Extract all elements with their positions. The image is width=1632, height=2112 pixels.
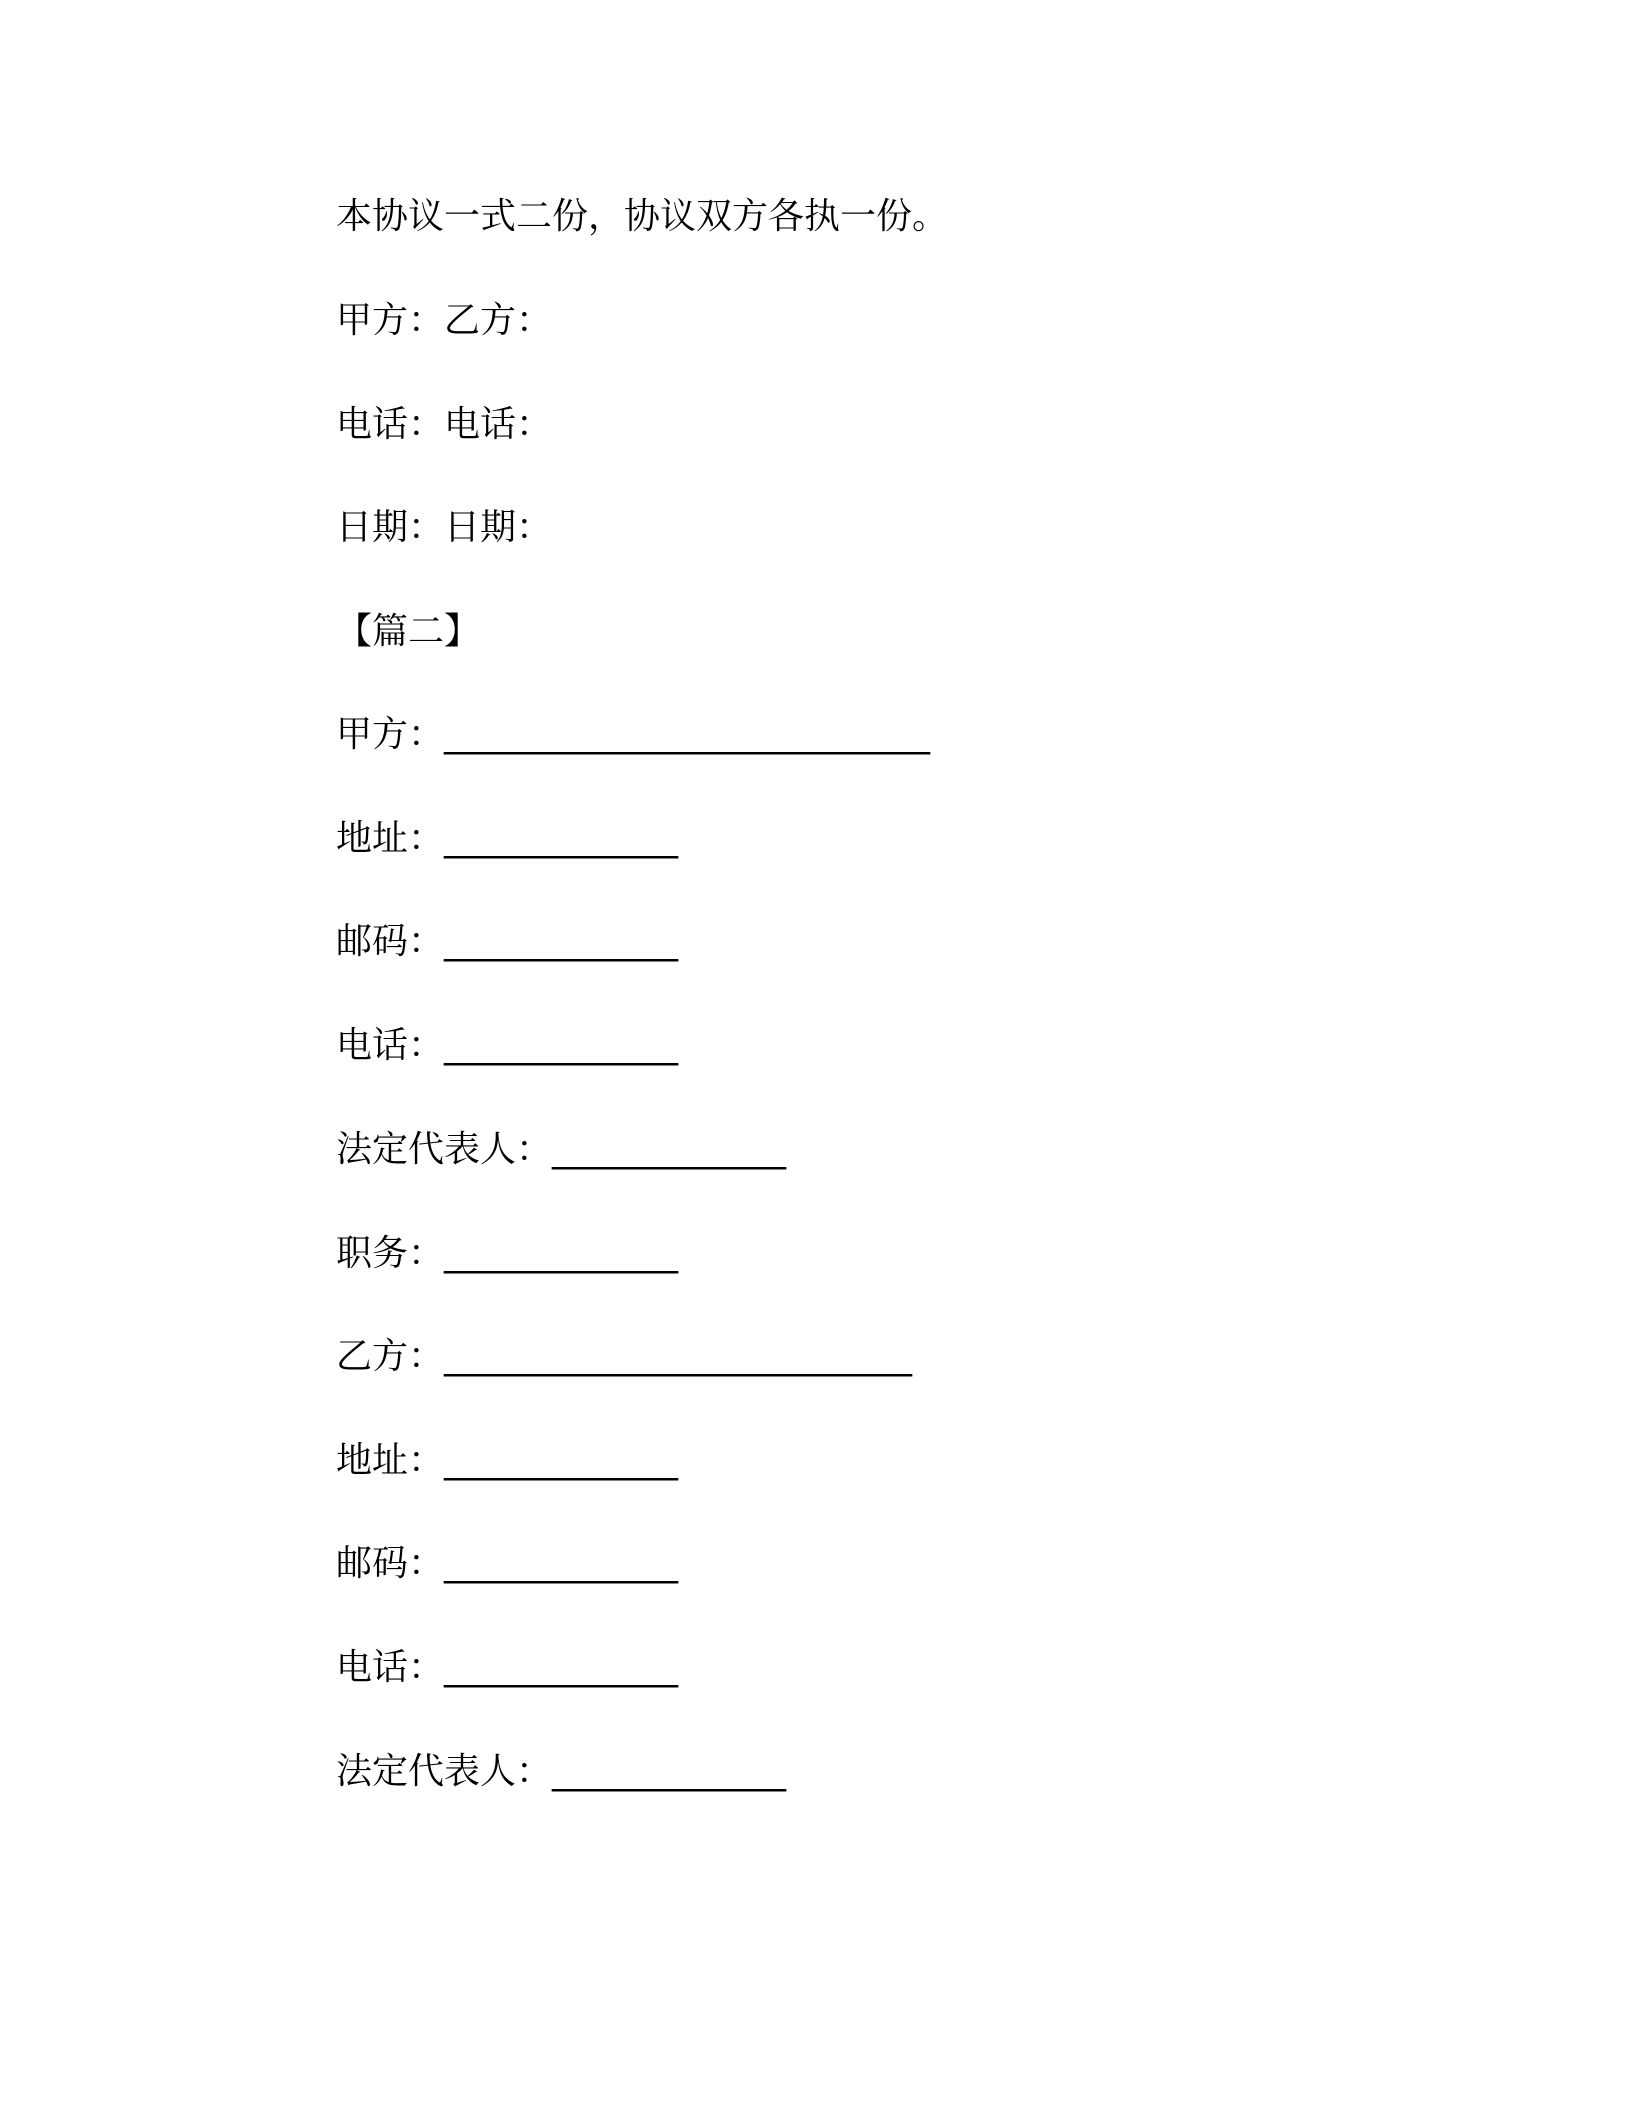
signature-date-line: 日期：日期： bbox=[336, 507, 553, 548]
party-a-address-field: 地址：_____________ bbox=[336, 818, 679, 859]
party-a-legal-rep-field: 法定代表人：_____________ bbox=[336, 1129, 787, 1170]
closing-clause: 本协议一式二份，协议双方各执一份。 bbox=[336, 196, 949, 237]
signature-phone-line: 电话：电话： bbox=[336, 404, 553, 445]
party-b-address-field: 地址：_____________ bbox=[336, 1440, 679, 1481]
section-heading: 【篇二】 bbox=[336, 611, 481, 652]
party-b-postcode-field: 邮码：_____________ bbox=[336, 1543, 679, 1584]
party-b-phone-field: 电话：_____________ bbox=[336, 1647, 679, 1688]
party-a-phone-field: 电话：_____________ bbox=[336, 1025, 679, 1066]
party-b-field: 乙方：__________________________ bbox=[336, 1336, 913, 1377]
signature-parties-line: 甲方：乙方： bbox=[336, 300, 553, 341]
party-a-postcode-field: 邮码：_____________ bbox=[336, 921, 679, 962]
party-a-field: 甲方：___________________________ bbox=[336, 714, 931, 755]
party-a-position-field: 职务：_____________ bbox=[336, 1233, 679, 1274]
party-b-legal-rep-field: 法定代表人：_____________ bbox=[336, 1751, 787, 1792]
